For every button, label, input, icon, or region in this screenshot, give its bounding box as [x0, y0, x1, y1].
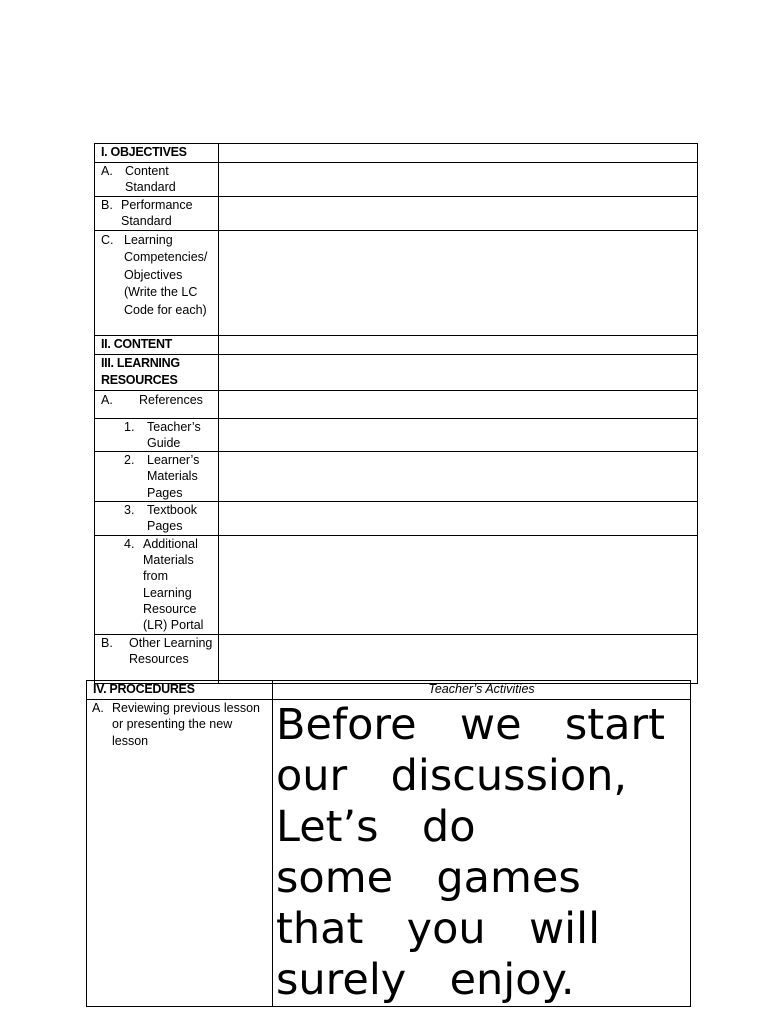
learners-materials-cell[interactable] — [219, 452, 698, 502]
content-cell[interactable] — [219, 335, 698, 354]
learners-materials-label-cell — [95, 452, 219, 502]
learning-competencies-row — [95, 230, 698, 335]
content-standard-marker: A. — [101, 164, 113, 178]
content-standard-row — [95, 163, 698, 197]
other-resources-marker: B. — [101, 635, 113, 650]
teachers-activities-label: Teacher’s Activities — [428, 682, 535, 696]
procedures-label: IV. PROCEDURES — [93, 682, 195, 696]
textbook-marker: 3. — [124, 503, 135, 518]
objectives-row — [95, 144, 698, 163]
textbook-label: Textbook Pages — [147, 503, 198, 534]
teachers-activities-heading — [273, 681, 691, 700]
content-standard-label-cell — [95, 163, 219, 197]
performance-standard-label: Performance Standard — [121, 197, 193, 228]
review-lesson-activity-cell[interactable] — [273, 700, 691, 1007]
additional-materials-marker: 4. — [124, 536, 135, 551]
teachers-guide-cell[interactable] — [219, 418, 698, 452]
learning-resources-heading — [95, 354, 219, 390]
other-resources-label: Other Learning Resources — [129, 635, 213, 666]
objectives-cell[interactable] — [219, 144, 698, 163]
learning-competencies-label: Learning Competencies/ Objectives (Write the LC Code for each) — [124, 232, 208, 317]
references-row — [95, 390, 698, 418]
textbook-cell[interactable] — [219, 502, 698, 536]
procedures-table — [86, 680, 691, 1007]
review-lesson-label-cell — [87, 700, 273, 1007]
other-resources-row — [95, 634, 698, 683]
learning-competencies-cell[interactable] — [219, 230, 698, 335]
additional-materials-label-cell — [95, 535, 219, 634]
review-lesson-row — [87, 700, 691, 1007]
learning-resources-cell[interactable] — [219, 354, 698, 390]
references-label: References — [139, 392, 203, 407]
learners-materials-marker: 2. — [124, 453, 135, 468]
content-standard-cell[interactable] — [219, 163, 698, 197]
references-marker: A. — [101, 392, 113, 407]
lesson-plan-table — [94, 143, 698, 684]
review-lesson-label: Reviewing previous lesson or presenting the new lesson — [112, 701, 260, 748]
content-label: II. CONTENT — [101, 336, 173, 351]
content-heading — [95, 335, 219, 354]
teachers-guide-marker: 1. — [124, 419, 135, 434]
performance-standard-cell[interactable] — [219, 196, 698, 230]
teacher-activity-text: Before we start our discussion, Let’s do some games that you will surely enjoy. — [276, 700, 666, 1005]
procedures-header-row — [87, 681, 691, 700]
review-lesson-marker: A. — [92, 701, 104, 715]
learners-materials-row — [95, 452, 698, 502]
learning-resources-row — [95, 354, 698, 390]
performance-standard-label-cell — [95, 196, 219, 230]
teachers-guide-row — [95, 418, 698, 452]
learners-materials-label: Learner’s Materials Pages — [147, 453, 200, 500]
teachers-guide-label: Teacher’s Guide — [147, 419, 201, 450]
procedures-heading — [87, 681, 273, 700]
textbook-label-cell — [95, 502, 219, 536]
objectives-label: I. OBJECTIVES — [101, 145, 187, 159]
textbook-row — [95, 502, 698, 536]
references-label-cell — [95, 390, 219, 418]
other-resources-cell[interactable] — [219, 634, 698, 683]
content-standard-label: Content Standard — [125, 164, 176, 195]
references-cell[interactable] — [219, 390, 698, 418]
learning-competencies-label-cell — [95, 230, 219, 335]
teachers-guide-label-cell — [95, 418, 219, 452]
other-resources-label-cell — [95, 634, 219, 683]
performance-standard-row — [95, 196, 698, 230]
additional-materials-label: Additional Materials from Learning Resource (LR) Portal — [143, 536, 204, 633]
additional-materials-cell[interactable] — [219, 535, 698, 634]
additional-materials-row — [95, 535, 698, 634]
content-row — [95, 335, 698, 354]
learning-resources-label: III. LEARNING RESOURCES — [101, 355, 180, 388]
objectives-heading — [95, 144, 219, 163]
learning-competencies-marker: C. — [101, 232, 114, 247]
performance-standard-marker: B. — [101, 197, 113, 212]
